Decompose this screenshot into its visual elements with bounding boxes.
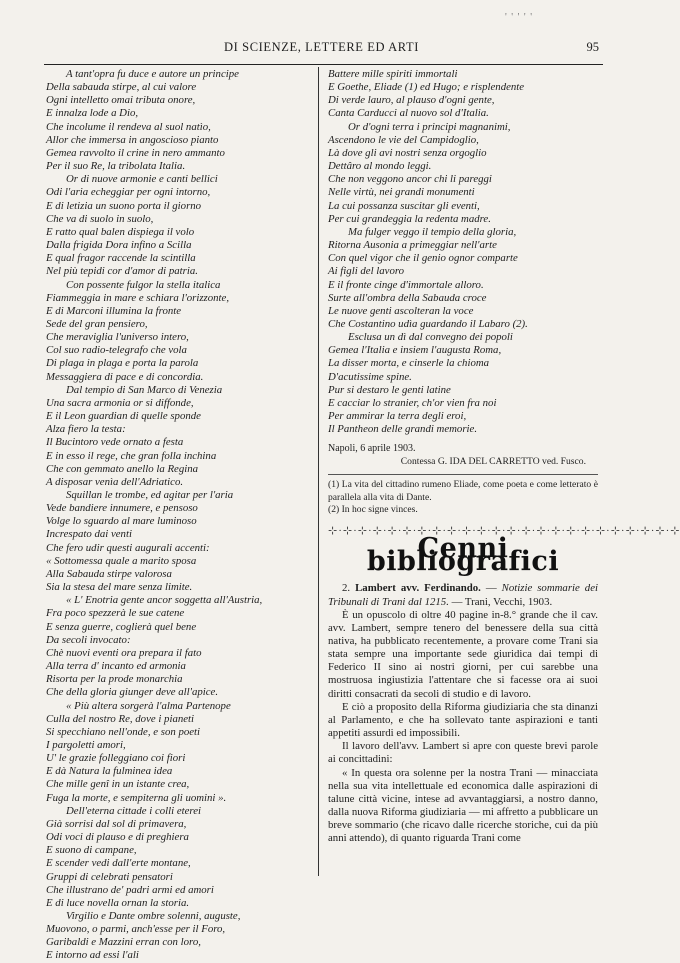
left-column: [46, 68, 312, 963]
footnote-1: (1) La vita del cittadino rumeno Eliade, come poeta e come letterato è parallela alla vita di Dante.: [328, 479, 598, 503]
bibliography-entry: 2. Lambert avv. Ferdinando. — Notizie sommarie dei Tribunali di Trani dal 1215. — Trani, Vecchi, 1903.: [328, 582, 598, 608]
column-divider: [318, 67, 319, 876]
poem-line: E il fronte cinge d'immortale alloro.: [328, 278, 484, 291]
poem-line: Fuga la morte, e sempiterna gli uomini ».: [46, 791, 227, 804]
poem-line: Alza fiero la testa:: [46, 423, 126, 436]
poem-line: E in esso il rege, che gran folla inchina: [46, 449, 217, 462]
poem-line: Muovono, o parmi, anch'esse per il Foro,: [46, 923, 226, 936]
poem-line: Che della gloria giunger deve all'apice.: [46, 686, 219, 699]
poem-line: E qual fragor raccende la scintilla: [46, 252, 196, 265]
poem-line: Che con gemmato anello la Regina: [46, 462, 199, 475]
poem-line: Gemea ravvolto il crine in nero ammanto: [46, 146, 225, 159]
poem-line: Col suo radio-telegrafo che vola: [46, 344, 187, 357]
poem-line: « Sottomessa quale a marito sposa: [46, 554, 197, 567]
poem-line: Dettâro al mondo leggi.: [328, 160, 432, 173]
poem-line: « L' Enotria gente ancor soggetta all'Austria,: [66, 594, 263, 607]
poem-line: Gemea l'Italia e insiem l'augusta Roma,: [328, 344, 502, 357]
poem-line: Chè nuovi eventi ora prepara il fato: [46, 646, 202, 659]
poem-line: Che incolume il rendeva al suol natìo,: [46, 120, 211, 133]
poem-line: Che mille genî in un istante crea,: [46, 778, 190, 791]
poem-line: E senza guerre, coglierà quel bene: [46, 620, 197, 633]
poem-line: Per il suo Re, la tribolata Italia.: [46, 160, 186, 173]
poem-line: Dalla frigida Dora infino a Scilla: [46, 239, 192, 252]
review-paragraph-4: « In questa ora solenne per la nostra Trani — minacciata nella sua vita intellettuale ed economica dalle aspirazioni di talune città vicine, intese ad avvantaggiarsi, a nostro danno, dalla nuova Riforma giudiziaria — mi affretto a pubblicare un breve sommario (che ricavo dalle ricerche storiche, cui da più anni attendo), di quanto riguarda Trani come: [328, 766, 598, 845]
poem-line: Una sacra armonia or si diffonde,: [46, 396, 194, 409]
poem-line: Or d'ogni terra i principi magnanimi,: [348, 120, 511, 133]
poem-line: Della sabauda stirpe, al cui valore: [46, 81, 197, 94]
poem-line: Nelle virtù, nei grandi monumenti: [328, 186, 475, 199]
poem-line: Ascendono le vie del Campidoglio,: [328, 133, 479, 146]
poem-line: D'acutissime spine.: [328, 370, 412, 383]
poem-line: U' le grazie folleggiano coi fiori: [46, 752, 186, 765]
poem-line: A disposar venìa dell'Adriatico.: [46, 475, 184, 488]
poem-line: Volge lo sguardo al mare luminoso: [46, 515, 197, 528]
poem-line: Canta Carducci al nuovo sol d'Italia.: [328, 107, 489, 120]
poem-line: Risorta per la prode monarchia: [46, 673, 183, 686]
poem-line: Surte all'ombra della Sabauda croce: [328, 291, 487, 304]
poem-line: E intorno ad essi l'ali: [46, 949, 139, 962]
running-title: DI SCIENZE, LETTERE ED ARTI: [224, 40, 419, 54]
poem-line: E di Marconi illumina la fronte: [46, 304, 182, 317]
poem-line: E cacciar lo stranier, ch'or vien fra noi: [328, 396, 497, 409]
poem-line: Garibaldi e Mazzini erran con loro,: [46, 936, 201, 949]
review-paragraph-1: È un opuscolo di oltre 40 pagine in-8.° grande che il cav. avv. Lambert, sempre tenero del benessere della sua città nativa, ha pubblicato recentemente, a provare come Trani sia stata sempre una importante sede giuridica dai tempi di Federico II sino ai nostri giorni, per cui sarebbe una mostruosa ingiustizia l'attentare che si facesse ora ai suoi diritti consacrati da secoli di studio e di lavoro.: [328, 608, 598, 700]
poem-line: Nel più tepidi cor d'amor di patria.: [46, 265, 198, 278]
footnote-rule: [328, 474, 598, 475]
poem-line: Pur si destaro le genti latine: [328, 383, 451, 396]
poem-line: Vede bandiere innumere, e pensoso: [46, 502, 198, 515]
poem-line: E il Leon guardian di quelle sponde: [46, 410, 201, 423]
entry-title: Notizie sommarie dei Tribunali di Trani dal 1215.: [328, 582, 598, 608]
poem-line: Alla terra d' incanto ed armonia: [46, 660, 186, 673]
poem-line: Il Pantheon delle grandi memorie.: [328, 423, 478, 436]
footnote-2: (2) In hoc signe vinces.: [328, 504, 418, 516]
poem-line: Con possente fulgor la stella italica: [66, 278, 221, 291]
poem-line: E di luce novella ornan la storia.: [46, 896, 190, 909]
page-number: 95: [586, 40, 599, 54]
section-heading: Cenni bibliografici: [366, 533, 560, 578]
poem-line: E Goethe, Eliade (1) ed Hugo; e risplendente: [328, 81, 525, 94]
poem-line: Alla Sabauda stirpe valorosa: [46, 567, 172, 580]
poem-line: Dell'eterna cittade i colli eterei: [66, 804, 202, 817]
poem-line: Sia la stesa del mare senza limite.: [46, 581, 193, 594]
poem-line: Che non veggono ancor chi li pareggi: [328, 173, 492, 186]
review-paragraph-3: Il lavoro dell'avv. Lambert si apre con queste brevi parole ai concittadini:: [328, 740, 598, 766]
poem-line: I pargoletti amori,: [46, 738, 126, 751]
entry-publisher: — Trani, Vecchi, 1903.: [451, 595, 553, 608]
poem-line: Virgilio e Dante ombre solenni, auguste,: [66, 910, 241, 922]
poem-line: Ai figli del lavoro: [328, 265, 405, 278]
poem-line: Il Bucintoro vede ornato a festa: [46, 436, 184, 449]
poem-line: Che meraviglia l'universo intero,: [46, 331, 189, 344]
poem-line: Che Costantino udìa guardando il Labaro (2).: [328, 317, 528, 330]
right-column: [328, 68, 680, 845]
poem-line: Con quel vigor che il genio ognor comparte: [328, 252, 518, 265]
poem-line: « Più altera sorgerà l'alma Partenope: [66, 699, 231, 712]
poem-line: Fiammeggia in mare e schiara l'orizzonte,: [46, 291, 230, 304]
poem-line: Gruppi di celebrati pensatori: [46, 870, 173, 883]
poem-line: E ratto qual balen dispiega il volo: [46, 225, 195, 238]
review-paragraph-2: E ciò a proposito della Riforma giudiziaria che sta dinanzi al Parlamento, e che ha sollevato tante aspirazioni e tanti appetiti assurdi ed impossibili.: [328, 700, 598, 740]
poem-line: Squillan le trombe, ed agitar per l'aria: [66, 489, 234, 501]
poem-line: Ritorna Ausonia a primeggiar nell'arte: [328, 239, 497, 252]
poem-line: Si specchiano nell'onde, e son poeti: [46, 725, 201, 738]
poem-line: E scender vedi dall'erte montane,: [46, 857, 191, 870]
poem-line: Fra poco spezzerà le sue catene: [46, 607, 185, 620]
poem-line: E suono di campane,: [46, 844, 137, 857]
poem-line: Ma fulger veggo il tempio della gloria,: [348, 225, 517, 238]
corner-mark: ' ' ' ' ': [504, 12, 533, 23]
poem-line: Che va di suolo in suolo,: [46, 212, 154, 225]
poem-line: Da secoli invocato:: [46, 633, 131, 646]
poem-line: Per ammirar la terra degli eroi,: [328, 410, 467, 423]
poem-date: Napoli, 6 aprile 1903.: [328, 443, 416, 455]
poem-line: Di plaga in plaga e porta la parola: [46, 357, 199, 370]
poem-line: Esclusa un dì dal convegno dei popoli: [348, 331, 513, 344]
poem-line: A tant'opra fu duce e autore un principe: [66, 68, 239, 80]
poem-line: Battere mille spiriti immortali: [328, 68, 458, 80]
poem-stanzas-left: [46, 68, 312, 963]
poem-line: E di letizia un suono porta il giorno: [46, 199, 202, 212]
poem-line: Odi voci di plauso e di preghiera: [46, 831, 189, 844]
poem-line: Là dove gli avi nostri senza orgoglio: [328, 146, 487, 159]
poem-stanzas-right: [328, 68, 598, 436]
poem-line: E innalza lode a Dio,: [46, 107, 139, 120]
poem-line: Or di nuove armonie e canti bellici: [66, 173, 218, 186]
header-rule: [44, 64, 603, 65]
poem-line: Increspato dai venti: [46, 528, 132, 541]
poem-line: Le nuove genti ascolteran la voce: [328, 304, 474, 317]
entry-author: Lambert avv. Ferdinando.: [355, 582, 481, 595]
ornamental-divider: ⊹·⊹·⊹·⊹·⊹·⊹·⊹·⊹·⊹·⊹·⊹·⊹·⊹·⊹·⊹·⊹·⊹·⊹·⊹·⊹·⊹·⊹·⊹·⊹: [328, 524, 680, 537]
poem-line: Sede del gran pensiero,: [46, 317, 148, 330]
page-header: [40, 40, 603, 58]
poem-line: Allor che immersa in angoscioso pianto: [46, 133, 219, 146]
poem-line: Per cui grandeggia la redenta madre.: [328, 212, 491, 225]
poem-line: Che illustrano de' padri armi ed amori: [46, 883, 214, 896]
poem-line: Messaggiera di pace e di concordia.: [46, 370, 204, 383]
poem-line: La cui possanza suscitar gli eventi,: [328, 199, 480, 212]
poem-line: Ogni intelletto omai tributa onore,: [46, 94, 196, 107]
poem-line: Dal tempio di San Marco di Venezia: [66, 383, 223, 396]
poem-line: E dà Natura la fulminea idea: [46, 765, 173, 778]
poem-line: La disser morta, e cinserle la chioma: [328, 357, 490, 370]
poem-line: Culla del nostro Re, dove i pianeti: [46, 712, 195, 725]
poem-line: Odi l'aria echeggiar per ogni intorno,: [46, 186, 211, 199]
entry-number: 2.: [342, 582, 351, 595]
poem-author: Contessa G. IDA DEL CARRETTO ved. Fusco.: [400, 456, 586, 468]
poem-line: Di verde lauro, al plauso d'ogni gente,: [328, 94, 495, 107]
poem-line: Che fero udir questi augurali accenti:: [46, 541, 210, 554]
poem-line: Già sorrisi dal sol di primavera,: [46, 817, 187, 830]
